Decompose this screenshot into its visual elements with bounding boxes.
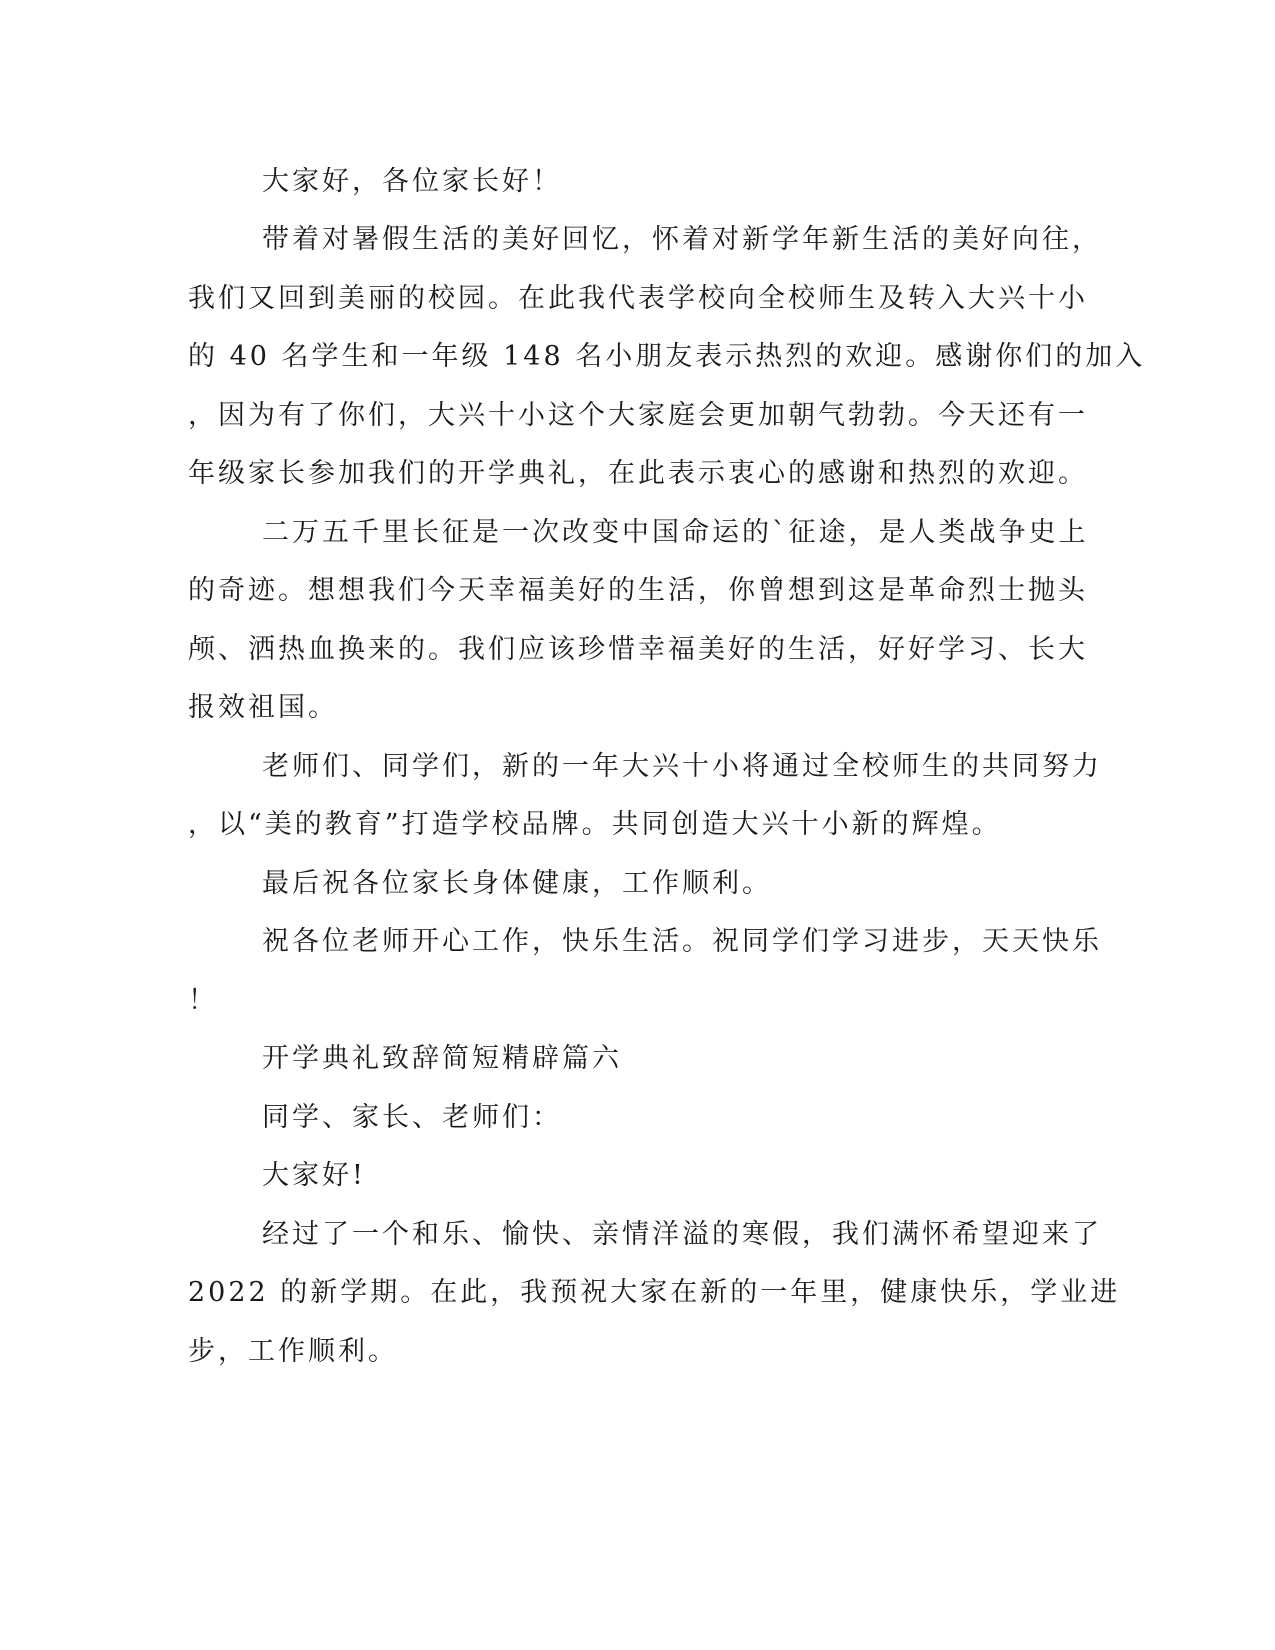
text-line: 我们又回到美丽的校园。在此我代表学校向全校师生及转入大兴十小 (188, 283, 1088, 314)
text-line: ！ (188, 985, 218, 1016)
text-line: 报效祖国。 (188, 692, 338, 723)
text-line: 老师们、同学们，新的一年大兴十小将通过全校师生的共同努力 (262, 751, 1102, 782)
section-heading: 开学典礼致辞简短精辟篇六 (262, 1043, 622, 1074)
text-line: 带着对暑假生活的美好回忆，怀着对新学年新生活的美好向往， (262, 224, 1102, 255)
text-line: 的 40 名学生和一年级 148 名小朋友表示热烈的欢迎。感谢你们的加入 (188, 341, 1146, 372)
text-line: 大家好! (262, 1160, 366, 1191)
text-line: 最后祝各位家长身体健康，工作顺利。 (262, 868, 772, 899)
text-line: 的奇迹。想想我们今天幸福美好的生活，你曾想到这是革命烈士抛头 (188, 575, 1088, 606)
text-line: 2022 的新学期。在此，我预祝大家在新的一年里，健康快乐，学业进 (188, 1277, 1121, 1308)
text-line: 步，工作顺利。 (188, 1336, 398, 1367)
text-line: 大家好，各位家长好！ (262, 166, 562, 197)
text-line: 颅、洒热血换来的。我们应该珍惜幸福美好的生活，好好学习、长大 (188, 634, 1088, 665)
text-line: 同学、家长、老师们： (262, 1102, 562, 1133)
text-line: 经过了一个和乐、愉快、亲情洋溢的寒假，我们满怀希望迎来了 (262, 1219, 1102, 1250)
text-line: 年级家长参加我们的开学典礼，在此表示衷心的感谢和热烈的欢迎。 (188, 458, 1088, 489)
text-line: ，以“美的教育”打造学校品牌。共同创造大兴十小新的辉煌。 (188, 809, 1002, 840)
text-line: 二万五千里长征是一次改变中国命运的`征途，是人类战争史上 (262, 517, 1089, 548)
text-line: 祝各位老师开心工作，快乐生活。祝同学们学习进步，天天快乐 (262, 926, 1102, 957)
text-line: ，因为有了你们，大兴十小这个大家庭会更加朝气勃勃。今天还有一 (188, 400, 1088, 431)
